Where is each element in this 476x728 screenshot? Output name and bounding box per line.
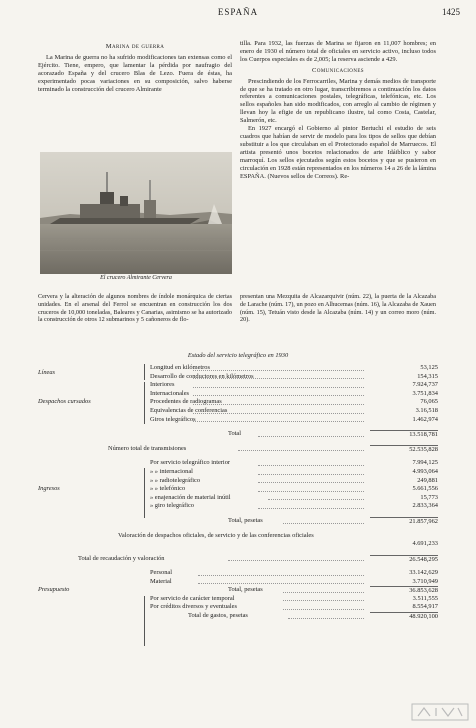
table-row: [38, 468, 438, 477]
row-label: » » internacional: [150, 467, 193, 475]
row-label: » giro telegráfico: [150, 502, 195, 510]
table-row: [38, 595, 438, 604]
row-value: 249,881: [417, 476, 438, 484]
transmissions-label: Número total de transmisiones: [108, 444, 187, 452]
row-value: 2.833,364: [412, 502, 438, 510]
table-row: [38, 569, 438, 578]
table-row: [38, 381, 438, 390]
navy-paragraph: La Marina de guerra no ha sufrido modificaciones tan extensas como el Ejército. Tiene, empero, que lamentar la pérdida por naufragio del acorazado España y del crucero Blas de Lezo. Fuera de éstas, ha experimentado pocas variaciones en su composición, salvo haberse terminado la construcción del crucero Almirante: [38, 53, 232, 93]
row-value: 33.142,629: [409, 569, 438, 577]
row-label: Desarrollo de conductores en kilómetros: [150, 372, 254, 380]
transmissions-value: 52.535,828: [370, 445, 438, 453]
cruiser-illustration: [40, 152, 232, 274]
total-value: 21.857,962: [370, 517, 438, 525]
row-label: Personal: [150, 569, 173, 577]
total-value: 13.518,781: [370, 430, 438, 438]
row-label: Giros telegráficos: [150, 415, 196, 423]
total-label: Total, pesetas: [228, 586, 263, 594]
row-value: 5.661,556: [412, 485, 438, 493]
table-total-row: [38, 430, 438, 439]
table-row: [38, 398, 438, 407]
brace: [144, 364, 145, 380]
total-value: 48.920,100: [370, 612, 438, 620]
row-label: » » radiotelegráfico: [150, 476, 201, 484]
valuation-label: Valoración de despachos oficiales, de servicio y de las conferencias oficiales: [118, 531, 314, 539]
table-total-row: [38, 586, 438, 595]
photo-caption: El crucero Almirante Cervera: [100, 275, 172, 281]
row-value: 7.994,125: [412, 459, 438, 467]
row-label: Por créditos diversos y eventuales: [150, 603, 237, 611]
row-value: 15,773: [420, 493, 438, 501]
table-total-row: [38, 555, 438, 564]
table-row: [38, 390, 438, 399]
category-label: Presupuesto: [38, 586, 70, 594]
table-row: [38, 532, 438, 549]
brace: [144, 468, 145, 518]
total-label: Total de gastos, pesetas: [188, 612, 248, 620]
table-row: [38, 485, 438, 494]
left-column: [38, 42, 232, 93]
row-label: Longitud en kilómetros: [150, 364, 210, 371]
row-value: 154,315: [417, 372, 438, 380]
total-label: Total: [228, 430, 242, 438]
row-value: 8.554,917: [412, 603, 438, 611]
row-label: » » telefónico: [150, 485, 186, 493]
table-row: [38, 416, 438, 425]
row-value: 3.710,949: [412, 577, 438, 585]
page-header-title: ESPAÑA: [217, 7, 259, 17]
running-header: [0, 4, 476, 20]
table-total-row: [38, 517, 438, 526]
table-row: [38, 459, 438, 468]
table-total-row: [38, 445, 438, 454]
page-number: 1425: [442, 7, 460, 17]
brace: [144, 596, 145, 646]
row-value: 3.511,555: [412, 594, 438, 602]
category-label: Despachos cursados: [38, 398, 91, 406]
row-label: Procedentes de radiogramas: [150, 398, 222, 406]
row-label: Interiores: [150, 381, 175, 389]
stamps-paragraph: En 1927 encargó el Gobierno al pintor Bertuchi el estudio de seis cuadros que habían de servir de modelo para los tipos de sellos que debían substituir a los que circulaban en el Protectorado español de Marruecos. El artista presentó unos bocetos relacionados de arte Idáiblico y sabor marroquí. Los sellos ejecutados según estos bocetos y que se pusieron en circulación en 1928 están representados en los números 14 a 26 de la lámina ESPAÑA. (Nuevos sellos de Correos). Re-: [240, 125, 436, 180]
collection-value: 26.548,295: [370, 555, 438, 563]
category-label: Ingresos: [38, 485, 60, 493]
watermark-logo: [410, 700, 470, 724]
table-row: [38, 502, 438, 511]
brace: [144, 382, 145, 424]
row-label: » enajenación de material inútil: [150, 493, 231, 501]
section-heading-communications: Comunicaciones: [312, 66, 364, 74]
navy-paragraph-continued: Cervera y la alteración de algunos nombres de índole monárquica de ciertas unidades. En el arsenal del Ferrol se encuentran en construcción los dos cruceros de 10,000 toneladas, Baleares y Canarias, asimismo se ha autorizado la construcción de otros 12 submarinos y 5 cañoneros de flo-: [38, 293, 232, 324]
category-label: Líneas: [38, 368, 56, 376]
cruiser-photo: [40, 152, 232, 274]
row-label: Equivalencias de conferencias: [150, 406, 228, 414]
communications-paragraph: Prescindiendo de los Ferrocarriles, Marina y demás medios de transporte de que se ha tratado en otro lugar, transcribiremos a continuación los datos referentes a comunicaciones postales, telegráficas, telefónicas, etc. Los sellos españoles han sido modificados, con arreglo al cambio de régimen y llevan hoy la efigie de un republicano ilustre, tal como Costa, Castelar, Salmerón, etc.: [240, 77, 436, 125]
row-label: Internacionales: [150, 389, 190, 397]
table-row: [38, 477, 438, 486]
collection-label: Total de recaudación y valoración: [78, 554, 165, 562]
row-value: 4.993,064: [412, 467, 438, 475]
table-total-row: [38, 612, 438, 621]
row-label: Por servicio de carácter temporal: [150, 594, 235, 602]
stamps-paragraph-continued: presentan una Mezquita de Alcazarquivir (núm. 22), la puerta de la Alcazaba de Larache (núm. 17), un pozo en Alhucemas (núm. 16), la Alcazaba de Xauen (núm. 15), Tetuán visto desde la Alcazaba (núm. 14) y un correo moro (núm. 20).: [240, 293, 436, 324]
table-title: Estado del servicio telegráfico en 1930: [187, 352, 289, 359]
row-value: 53,125: [420, 364, 438, 371]
table-row: [38, 368, 438, 382]
table-row: [38, 407, 438, 416]
row-label: Material: [150, 577, 172, 585]
right-column: [240, 40, 436, 180]
telegraph-statistics-table: [38, 364, 438, 621]
table-row: [38, 578, 438, 587]
row-label: Por servicio telegráfico interior: [150, 459, 231, 467]
row-value: 3.751,834: [412, 389, 438, 397]
total-value: 36.853,628: [370, 586, 438, 594]
total-label: Total, pesetas: [228, 516, 263, 524]
row-value: 76,065: [420, 398, 438, 406]
section-heading-navy: Marina de guerra: [105, 43, 165, 50]
row-value: 3.16,518: [415, 406, 438, 414]
row-value: 1.462,974: [412, 415, 438, 423]
navy-continuation: tilla. Para 1932, las fuerzas de Marina se fijaron en 11,007 hombres; en enero de 1930 el número total de oficiales en servicio activo, incluso todos los Cuerpos especiales es de 2,005; la reserva asciende a 429.: [240, 40, 436, 63]
table-row: [38, 494, 438, 503]
valuation-value: 4.691,233: [412, 539, 438, 547]
row-value: 7.924,737: [412, 381, 438, 389]
table-row: [38, 603, 438, 612]
